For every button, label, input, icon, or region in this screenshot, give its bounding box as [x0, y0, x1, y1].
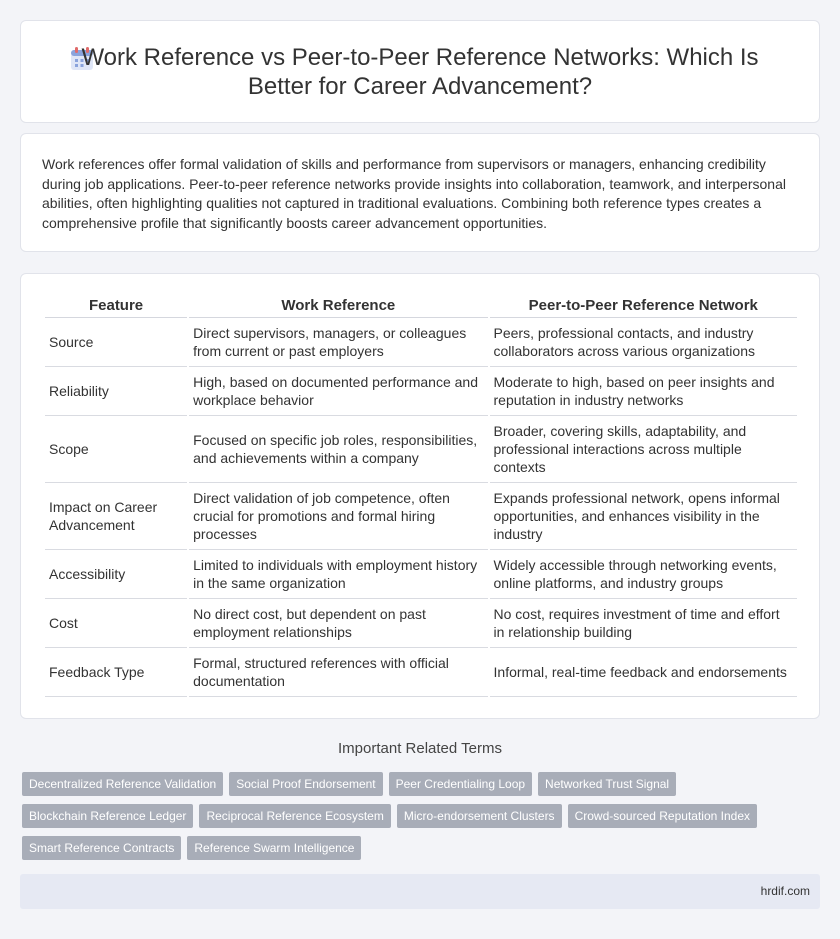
peer-network-cell: Broader, covering skills, adaptability, and professional interactions across multiple contexts: [490, 416, 797, 483]
comparison-table: [43, 297, 799, 697]
table-row: [45, 318, 797, 367]
page-title: Work Reference vs Peer-to-Peer Reference Networks: Which Is Better for Career Advancement?: [81, 43, 759, 100]
related-terms-title: Important Related Terms: [338, 740, 502, 757]
peer-network-cell: Peers, professional contacts, and industry collaborators across various organizations: [490, 318, 797, 367]
table-header-row: [45, 297, 797, 318]
work-reference-cell: No direct cost, but dependent on past employment relationships: [189, 599, 487, 648]
intro-paragraph: Work references offer formal validation of skills and performance from supervisors or managers, enhancing credibility during job applications. Peer-to-peer reference networks provide insights into collaboration, teamwork, and interpersonal abilities, often highlighting qualities not captured in traditional evaluations. Combining both reference types creates a comprehensive profile that significantly boosts career advancement opportunities.: [42, 156, 786, 231]
footer-site-link[interactable]: hrdif.com: [760, 884, 810, 898]
comparison-card: [20, 273, 820, 719]
peer-network-cell: Widely accessible through networking events, online platforms, and industry groups: [490, 550, 797, 599]
related-term-tag[interactable]: Decentralized Reference Validation: [22, 772, 223, 796]
feature-cell: Feedback Type: [45, 648, 187, 697]
related-term-tag[interactable]: Micro-endorsement Clusters: [397, 804, 562, 828]
related-term-tag[interactable]: Peer Credentialing Loop: [389, 772, 532, 796]
related-term-tag[interactable]: Blockchain Reference Ledger: [22, 804, 193, 828]
title-card: [20, 20, 820, 123]
work-reference-cell: Direct supervisors, managers, or colleagues from current or past employers: [189, 318, 487, 367]
feature-cell: Accessibility: [45, 550, 187, 599]
header-peer-network: Peer-to-Peer Reference Network: [490, 297, 797, 318]
table-row: [45, 648, 797, 697]
work-reference-cell: High, based on documented performance and workplace behavior: [189, 367, 487, 416]
related-term-tag[interactable]: Smart Reference Contracts: [22, 836, 181, 860]
peer-network-cell: Moderate to high, based on peer insights and reputation in industry networks: [490, 367, 797, 416]
table-row: [45, 550, 797, 599]
table-row: [45, 367, 797, 416]
related-term-tag[interactable]: Reciprocal Reference Ecosystem: [199, 804, 390, 828]
peer-network-cell: Informal, real-time feedback and endorsements: [490, 648, 797, 697]
related-term-tag[interactable]: Crowd-sourced Reputation Index: [568, 804, 757, 828]
work-reference-cell: Limited to individuals with employment history in the same organization: [189, 550, 487, 599]
table-row: [45, 416, 797, 483]
related-term-tag[interactable]: Networked Trust Signal: [538, 772, 676, 796]
related-terms-list: [22, 772, 812, 860]
work-reference-cell: Formal, structured references with official documentation: [189, 648, 487, 697]
header-feature: Feature: [45, 297, 187, 318]
footer: [20, 874, 820, 909]
peer-network-cell: No cost, requires investment of time and effort in relationship building: [490, 599, 797, 648]
feature-cell: Reliability: [45, 367, 187, 416]
peer-network-cell: Expands professional network, opens informal opportunities, and enhances visibility in the industry: [490, 483, 797, 550]
work-reference-cell: Direct validation of job competence, often crucial for promotions and formal hiring processes: [189, 483, 487, 550]
feature-cell: Scope: [45, 416, 187, 483]
header-work-reference: Work Reference: [189, 297, 487, 318]
feature-cell: Impact on Career Advancement: [45, 483, 187, 550]
related-term-tag[interactable]: Reference Swarm Intelligence: [187, 836, 361, 860]
table-row: [45, 599, 797, 648]
feature-cell: Cost: [45, 599, 187, 648]
intro-card: [20, 133, 820, 252]
work-reference-cell: Focused on specific job roles, responsibilities, and achievements within a company: [189, 416, 487, 483]
table-row: [45, 483, 797, 550]
feature-cell: Source: [45, 318, 187, 367]
related-term-tag[interactable]: Social Proof Endorsement: [229, 772, 382, 796]
